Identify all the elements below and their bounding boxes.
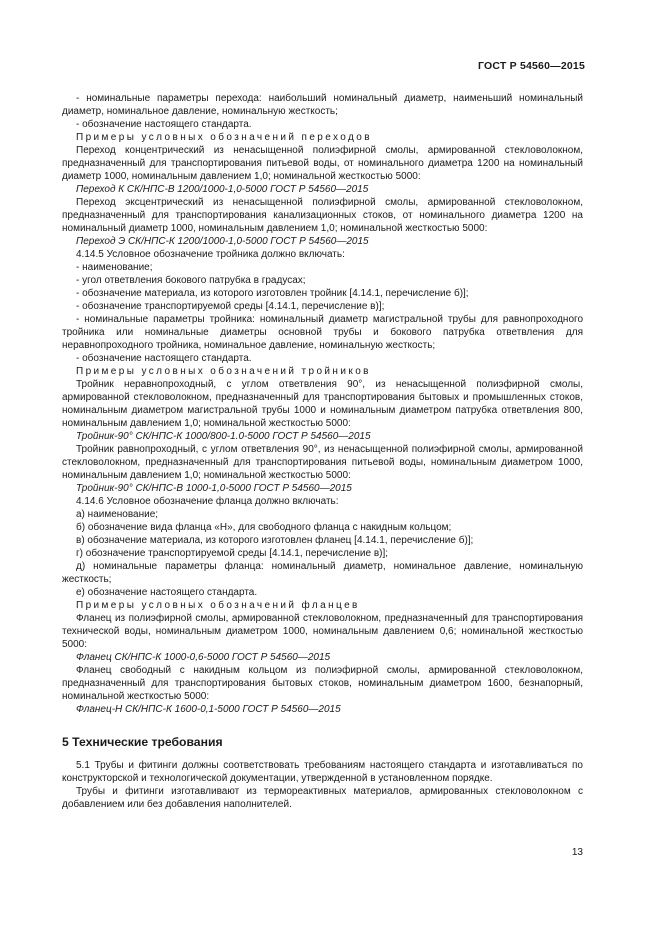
paragraph: - номинальные параметры перехода: наибольший номинальный диаметр, наименьший номинальный диаметр, номинальное давление, номинальную жесткость;	[62, 93, 583, 117]
paragraph: 4.14.5 Условное обозначение тройника должно включать:	[76, 249, 345, 260]
paragraph: в) обозначение материала, из которого изготовлен фланец [4.14.1, перечисление б)];	[76, 535, 474, 546]
examples-heading: Примеры условных обозначений фланцев	[76, 600, 360, 611]
paragraph: 5.1 Трубы и фитинги должны соответствовать требованиям настоящего стандарта и изготавливаться по конструкторской и технологической документации, утвержденной в установленном порядке.	[62, 760, 583, 784]
paragraph: - обозначение настоящего стандарта.	[76, 119, 252, 130]
designation-example: Фланец СК/НПС-К 1000-0,6-5000 ГОСТ Р 54560—2015	[76, 652, 331, 663]
paragraph: - обозначение настоящего стандарта.	[76, 353, 252, 364]
paragraph: Переход концентрический из ненасыщенной полиэфирной смолы, армированной стекловолокном, предназначенный для транспортирования питьевой воды, от номинального диаметра 1200 на номинальный диаметр 1000, номинальным давлением 1,0; номинальной жесткостью 5000:	[62, 145, 583, 182]
designation-example: Тройник-90° СК/НПС-В 1000-1,0-5000 ГОСТ Р 54560—2015	[76, 483, 352, 494]
document-body	[62, 92, 583, 811]
paragraph-block-b	[62, 759, 583, 811]
paragraph: - наименование;	[76, 262, 153, 273]
paragraph: Трубы и фитинги изготавливают из термореактивных материалов, армированных стекловолокном с добавлением или без добавления наполнителей.	[62, 786, 583, 810]
paragraph: 4.14.6 Условное обозначение фланца должно включать:	[76, 496, 339, 507]
paragraph: а) наименование;	[76, 509, 159, 520]
designation-example: Переход К СК/НПС-В 1200/1000-1,0-5000 ГОСТ Р 54560—2015	[76, 184, 369, 195]
examples-heading: Примеры условных обозначений тройников	[76, 366, 371, 377]
designation-example: Фланец-Н СК/НПС-К 1600-0,1-5000 ГОСТ Р 54560—2015	[76, 704, 341, 715]
paragraph: - обозначение транспортируемой среды [4.14.1, перечисление в)];	[76, 301, 385, 312]
paragraph: - угол ответвления бокового патрубка в градусах;	[76, 275, 306, 286]
page-number: 13	[571, 847, 583, 858]
paragraph: д) номинальные параметры фланца: номинальный диаметр, номинальное давление, номинальную жесткость;	[62, 561, 583, 585]
document-id: ГОСТ Р 54560—2015	[477, 60, 585, 72]
paragraph: Тройник неравнопроходный, с углом ответвления 90°, из ненасыщенной полиэфирной смолы, армированной стекловолокном, предназначенный для транспортирования бытовых и промышленных стоков, номинальным диаметром магистральной трубы 1000 и номинальным диаметром патрубка ответвления 800, номинальным давлением 1,0; номинальной жесткостью 5000:	[62, 379, 583, 429]
designation-example: Переход Э СК/НПС-К 1200/1000-1,0-5000 ГОСТ Р 54560—2015	[76, 236, 369, 247]
paragraph: Переход эксцентрический из ненасыщенной полиэфирной смолы, армированной стекловолокном, предназначенный для транспортирования канализационных стоков, от номинального диаметра 1200 на номинальный диаметр 1000, номинальным давлением 1,0; номинальной жесткостью 5000:	[62, 197, 583, 234]
paragraph: - обозначение материала, из которого изготовлен тройник [4.14.1, перечисление б)];	[76, 288, 469, 299]
paragraph: Тройник равнопроходный, с углом ответвления 90°, из ненасыщенной полиэфирной смолы, армированной стекловолокном, предназначенный для транспортирования питьевой воды, номинальным диаметром 1000, номинальным давлением 1,0; номинальной жесткостью 5000:	[62, 444, 583, 481]
designation-example: Тройник-90° СК/НПС-К 1000/800-1.0-5000 ГОСТ Р 54560—2015	[76, 431, 371, 442]
paragraph: Фланец свободный с накидным кольцом из полиэфирной смолы, армированной стекловолокном, предназначенный для транспортирования бытовых стоков, номинальным диаметром 1600, безнапорный, номинальной жесткостью 5000:	[62, 665, 583, 702]
examples-heading: Примеры условных обозначений переходов	[76, 132, 372, 143]
paragraph: - номинальные параметры тройника: номинальный диаметр магистральной трубы для равнопроходного тройника или номинальные диаметры основной трубы и бокового патрубка ответвления для неравнопроходного тройника, номинальное давление, номинальную жесткость;	[62, 314, 583, 351]
section-title: 5 Технические требования	[62, 735, 223, 749]
paragraph: б) обозначение вида фланца «Н», для свободного фланца с накидным кольцом;	[76, 522, 452, 533]
paragraph: Фланец из полиэфирной смолы, армированной стекловолокном, предназначенный для транспортирования технической воды, номинальным диаметром 1000, номинальным давлением 0,6; номинальной жесткостью 5000:	[62, 613, 583, 650]
paragraph-block-a	[62, 92, 583, 716]
paragraph: е) обозначение настоящего стандарта.	[76, 587, 258, 598]
paragraph: г) обозначение транспортируемой среды [4.14.1, перечисление в)];	[76, 548, 389, 559]
